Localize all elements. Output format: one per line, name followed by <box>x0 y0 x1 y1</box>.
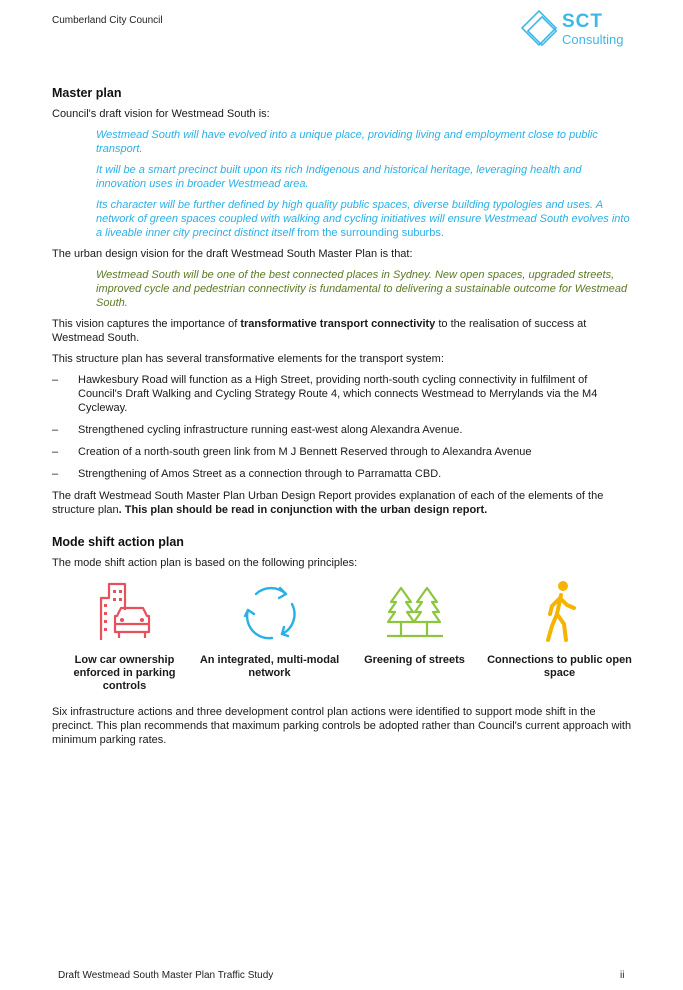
list-dash: – <box>52 424 59 436</box>
captures-pre: This vision captures the importance of <box>52 318 241 330</box>
list-dash: – <box>52 446 59 458</box>
vision-quote-1: Westmead South will have evolved into a unique place, providing living and employment close to public transport. <box>96 129 598 155</box>
list-item <box>52 467 632 481</box>
mode-shift-closing: Six infrastructure actions and three development control plan actions were identified to support mode shift in the precinct. This plan recommends that maximum parking controls be adopted rather than Council's current approach with minimum parking rates. <box>52 706 632 746</box>
principle-label: Greening of streets <box>364 654 465 666</box>
header-council-name: Cumberland City Council <box>52 15 163 26</box>
urban-design-quote: Westmead South will be one of the best connected places in Sydney. New open spaces, upgraded streets, improved cycle and pedestrian connectivity is fundamental to delivering a sustainable outcome for Westmead South. <box>96 269 628 309</box>
principles-row <box>52 580 632 693</box>
report-pre: The draft Westmead South Master Plan Urban Design Report provides explanation of each of the elements of the structure plan <box>52 490 604 516</box>
vision-captures-paragraph <box>52 317 632 345</box>
transport-elements-list <box>52 373 632 481</box>
list-dash: – <box>52 468 59 480</box>
principle-integrated-network <box>197 580 342 693</box>
principle-label: Low car ownership enforced in parking controls <box>73 654 176 692</box>
vision-intro: Council's draft vision for Westmead South is: <box>52 108 270 120</box>
list-dash: – <box>52 374 59 386</box>
footer-document-title: Draft Westmead South Master Plan Traffic Study <box>58 970 274 981</box>
logo-text-sct: SCT <box>562 11 603 32</box>
list-item <box>52 423 632 437</box>
mode-shift-intro: The mode shift action plan is based on the following principles: <box>52 557 358 569</box>
mode-shift-heading: Mode shift action plan <box>52 535 184 549</box>
main-content <box>52 86 632 754</box>
sct-logo <box>518 9 638 51</box>
urban-design-intro: The urban design vision for the draft Westmead South Master Plan is that: <box>52 248 413 260</box>
walking-person-icon <box>530 580 590 644</box>
report-bold: . This plan should be read in conjunction with the urban design report. <box>118 504 488 516</box>
captures-bold: transformative transport connectivity <box>240 318 436 330</box>
footer-page-number: ii <box>620 970 625 981</box>
captures-post: to the realisation of success at Westmead South. <box>52 318 587 344</box>
trees-icon <box>385 580 445 644</box>
cycle-arrows-icon <box>240 580 300 644</box>
master-plan-heading: Master plan <box>52 86 122 100</box>
list-item <box>52 373 632 415</box>
vision-quote-3-italic: Its character will be further defined by high quality public spaces, diverse building typologies and uses. A network of green spaces coupled with walking and cycling initiatives will ensure Westmead South evolves into a liveable inner city precinct distinct itself <box>96 199 630 239</box>
list-item-text: Strengthened cycling infrastructure running east-west along Alexandra Avenue. <box>78 424 463 436</box>
list-item-text: Creation of a north-south green link from M J Bennett Reserved through to Alexandra Avenue <box>78 446 532 458</box>
principle-low-car <box>52 580 197 693</box>
vision-quote-2: It will be a smart precinct built upon its rich Indigenous and historical heritage, leveraging health and innovation uses in broader Westmead area. <box>96 164 582 190</box>
logo-text-consulting: Consulting <box>562 32 624 47</box>
vision-quote-3 <box>96 198 632 240</box>
vision-quote-3-tail: from the surrounding suburbs. <box>294 227 444 239</box>
structure-plan-intro: This structure plan has several transformative elements for the transport system: <box>52 353 444 365</box>
list-item <box>52 445 632 459</box>
principle-open-space <box>487 580 632 693</box>
building-car-icon <box>95 580 155 644</box>
principle-greening <box>342 580 487 693</box>
principle-label: An integrated, multi-modal network <box>199 654 340 679</box>
principle-label: Connections to public open space <box>487 654 632 679</box>
list-item-text: Hawkesbury Road will function as a High Street, providing north-south cycling connectivity in fulfilment of Council's Draft Walking and Cycling Strategy Route 4, which connects Westmead to Merrylands via the M4 Cycleway. <box>78 374 598 414</box>
urban-design-report-paragraph <box>52 489 632 517</box>
list-item-text: Strengthening of Amos Street as a connection through to Parramatta CBD. <box>78 468 442 480</box>
sct-logo-icon <box>518 9 562 51</box>
